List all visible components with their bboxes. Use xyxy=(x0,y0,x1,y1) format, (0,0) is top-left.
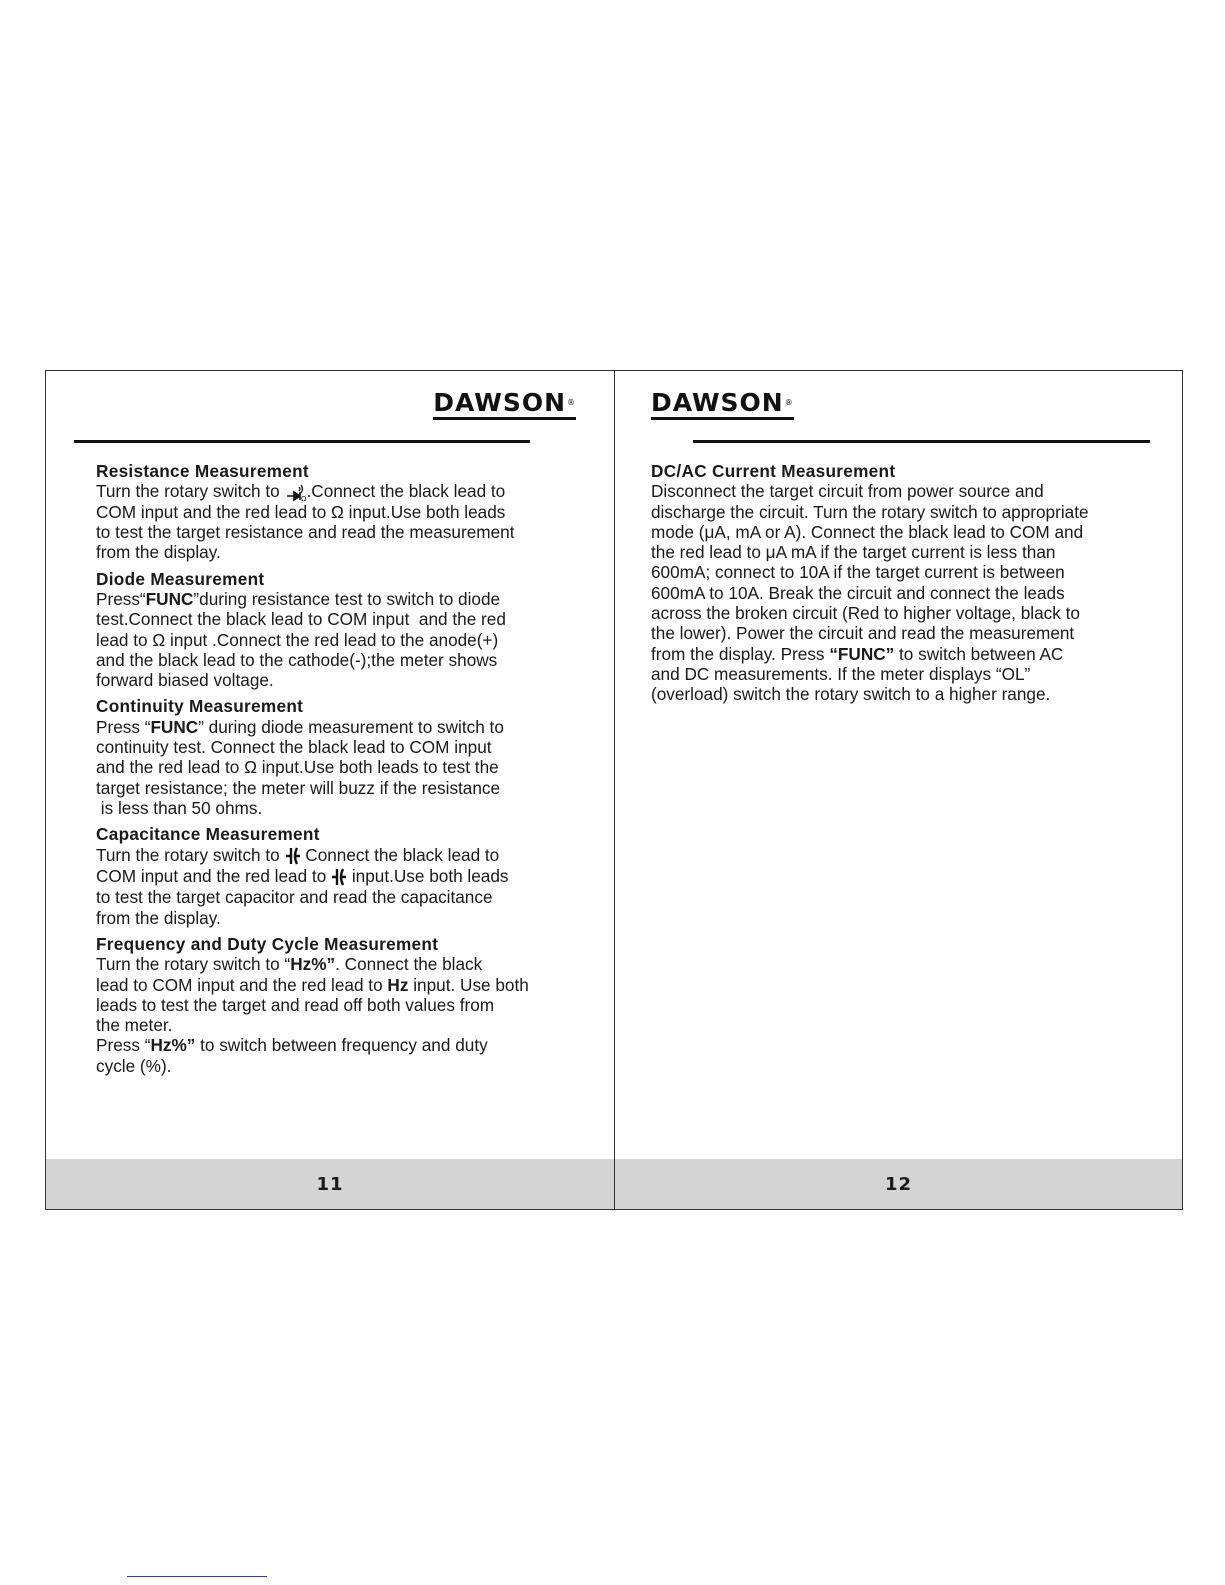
bottom-link-underline xyxy=(127,1576,267,1577)
section-heading: Frequency and Duty Cycle Measurement xyxy=(96,934,439,954)
section-body: Press“FUNC”during resistance test to switch to diode test.Connect the black lead to COM input and the red lead to Ω input .Connect the red lead to the anode(+) and the black lead to the cathode(-);the meter shows forward biased voltage. xyxy=(96,588,506,691)
section-body: Press “FUNC” during diode measurement to switch to continuity test. Connect the black lead to COM input and the red lead to Ω input.Use both leads to test the target resistance; the meter will buzz if the resistance is less than 50 ohms. xyxy=(96,716,504,818)
diode-continuity-ohm-icon xyxy=(285,484,307,502)
page-number: 11 xyxy=(316,1173,344,1195)
diode-section xyxy=(96,569,606,691)
section-heading: Capacitance Measurement xyxy=(96,824,320,845)
left-page-content xyxy=(96,461,606,1082)
section-body: Turn the rotary switch to “Hz%”. Connect the black lead to COM input and the red lead to Hz input. Use both leads to test the target and read off both values from the meter. Press “Hz%” to switch between frequency and duty cycle (%). xyxy=(96,954,529,1076)
capacitance-section xyxy=(96,824,606,928)
section-body: Turn the rotary switch to Connect the black lead to COM input and the red lead to input.Use both leads to test the target capacitor and read the capacitance from the display. xyxy=(96,844,509,928)
section-heading: Diode Measurement xyxy=(96,568,265,589)
section-body: Disconnect the target circuit from power source and discharge the circuit. Turn the rotary switch to appropriate mode (μA, mA or A). Connect the black lead to COM and the red lead to μA mA if the target current is less than 600mA; connect to 10A if the target current is between 600mA to 10A. Break the circuit and connect the leads across the broken circuit (Red to higher voltage, black to the lower). Power the circuit and read the measurement from the display. Press “FUNC” to switch between AC and DC measurements. If the meter displays “OL” (overload) switch the rotary switch to a higher range. xyxy=(651,481,1089,705)
svg-text:Ω: Ω xyxy=(300,494,306,502)
page-footer xyxy=(46,1159,614,1209)
current-section xyxy=(651,461,1171,705)
dawson-logo: DAWSON® xyxy=(433,389,576,420)
section-body: Turn the rotary switch to Ω .Connect the black lead to COM input and the red lead to Ω input.Use both leads to test the target resistance and read the measurement from the display. xyxy=(96,481,515,563)
capacitor-icon xyxy=(331,867,347,887)
frequency-section xyxy=(96,934,606,1076)
section-heading: DC/AC Current Measurement xyxy=(651,461,896,481)
header-rule xyxy=(74,440,530,443)
right-page xyxy=(615,371,1182,1209)
continuity-section xyxy=(96,696,606,818)
header-rule xyxy=(693,440,1150,443)
left-page xyxy=(46,371,615,1209)
capacitor-icon xyxy=(285,846,301,866)
right-page-content xyxy=(651,461,1171,711)
page-number: 12 xyxy=(884,1173,913,1195)
dawson-logo: DAWSON® xyxy=(651,389,794,420)
section-heading: Continuity Measurement xyxy=(96,696,304,717)
manual-spread xyxy=(45,370,1183,1210)
resistance-section xyxy=(96,461,606,563)
section-heading: Resistance Measurement xyxy=(96,461,309,481)
page-footer xyxy=(615,1159,1182,1209)
